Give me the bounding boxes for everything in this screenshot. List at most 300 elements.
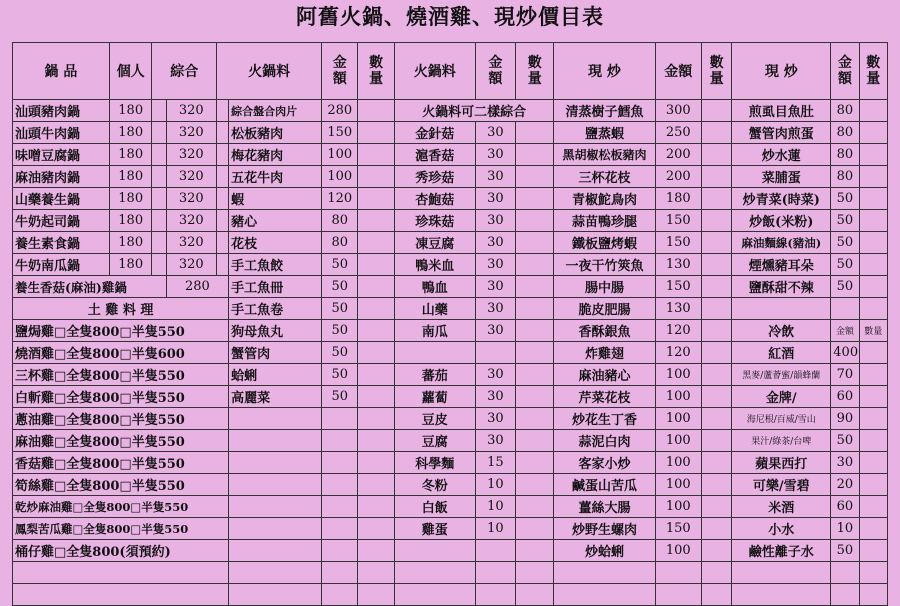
qty-cell (701, 474, 731, 496)
stirfry-name: 蒜泥白肉 (554, 430, 655, 452)
ingredient-price: 100 (322, 166, 358, 188)
drink-price: 400 (831, 342, 859, 364)
qty-cell (516, 210, 554, 232)
stirfry-name: 蟹管肉煎蛋 (732, 122, 831, 144)
empty-cell (322, 540, 358, 562)
table-row (13, 144, 888, 166)
pot-name: 牛奶南瓜鍋 (13, 254, 110, 276)
qty-cell (358, 298, 394, 320)
stirfry-name: 煎虱目魚肚 (732, 100, 831, 122)
stirfry-name: 客家小炒 (554, 452, 655, 474)
qty-cell (701, 166, 731, 188)
pot-name: 汕頭牛肉鍋 (13, 122, 110, 144)
qty-cell (358, 584, 394, 606)
header-qty-3 (701, 43, 731, 100)
ingredient-price: 10 (475, 496, 515, 518)
ingredient-price: 30 (475, 386, 515, 408)
header-qty (358, 43, 394, 100)
ingredient-price: 30 (475, 254, 515, 276)
qty-cell (358, 166, 394, 188)
table-row (13, 210, 888, 232)
ingredient-name: 科學麵 (394, 452, 475, 474)
pot-single-price: 180 (109, 188, 151, 210)
stirfry-price: 80 (831, 166, 859, 188)
ingredient-price: 30 (475, 122, 515, 144)
ingredient-price: 120 (322, 188, 358, 210)
qty-cell (859, 166, 887, 188)
empty-cell (475, 584, 515, 606)
qty-cell (701, 452, 731, 474)
ingredient-price: 30 (475, 298, 515, 320)
qty-cell (859, 562, 887, 584)
stirfry-name: 香酥銀魚 (554, 320, 655, 342)
empty-cell (394, 584, 475, 606)
spacer (217, 144, 229, 166)
qty-cell (859, 122, 887, 144)
stirfry-name: 煙燻豬耳朵 (732, 254, 831, 276)
qty-cell (516, 562, 554, 584)
qty-cell (859, 364, 887, 386)
ingredient-name: 蟹管肉 (229, 342, 322, 364)
ingredient-name: 白飯 (394, 496, 475, 518)
header-combo: 綜合 (152, 43, 217, 100)
spacer (217, 232, 229, 254)
stirfry-price: 250 (655, 122, 701, 144)
stirfry-name: 菜脯蛋 (732, 166, 831, 188)
empty-cell (322, 408, 358, 430)
ingredient-name: 蝦 (229, 188, 322, 210)
header-stirfry: 現 炒 (554, 43, 655, 100)
drink-price: 70 (831, 364, 859, 386)
qty-cell (701, 386, 731, 408)
qty-cell (516, 298, 554, 320)
pot-single-price: 180 (109, 122, 151, 144)
qty-cell (859, 188, 887, 210)
stirfry-name: 鹽酥甜不辣 (732, 276, 831, 298)
ingredient-price: 80 (322, 210, 358, 232)
pot-single-price: 180 (109, 232, 151, 254)
header-row (13, 43, 888, 100)
qty-cell (859, 210, 887, 232)
ingredient-price: 30 (475, 166, 515, 188)
ingredient-price: 30 (475, 232, 515, 254)
empty-cell (322, 496, 358, 518)
qty-cell (701, 276, 731, 298)
empty-cell (229, 562, 322, 584)
stirfry-price: 50 (831, 210, 859, 232)
qty-cell (358, 496, 394, 518)
stirfry-price: 50 (831, 254, 859, 276)
ingredient-name: 蘿蔔 (394, 386, 475, 408)
header-price-label: 金 額 (837, 55, 852, 87)
qty-cell (859, 298, 887, 320)
stirfry-price: 50 (831, 188, 859, 210)
table-row (13, 584, 888, 606)
empty-cell (322, 562, 358, 584)
stirfry-price: 150 (655, 210, 701, 232)
empty-cell (229, 584, 322, 606)
qty-cell (516, 474, 554, 496)
qty-cell (859, 584, 887, 606)
ingredient-price: 10 (475, 518, 515, 540)
ingredient-price: 30 (475, 188, 515, 210)
table-row (13, 452, 888, 474)
qty-cell (516, 540, 554, 562)
spacer (152, 188, 166, 210)
qty-cell (358, 320, 394, 342)
stirfry-name: 鹽蒸蝦 (554, 122, 655, 144)
ingredient-price: 80 (322, 232, 358, 254)
chicken-item: 乾炒麻油雞□全隻800□半隻550 (13, 496, 229, 518)
pot-single-price: 180 (109, 254, 151, 276)
empty-cell (394, 342, 475, 364)
pot-combo-price: 320 (166, 254, 217, 276)
table-row (13, 364, 888, 386)
qty-cell (859, 452, 887, 474)
qty-cell (859, 276, 887, 298)
chicken-item: 白斬雞□全隻800□半隻550 (13, 386, 229, 408)
ingredient-name: 狗母魚丸 (229, 320, 322, 342)
pot-combo-price: 320 (166, 210, 217, 232)
pot-combo-price: 320 (166, 144, 217, 166)
ingredient-name: 珍珠菇 (394, 210, 475, 232)
spacer (217, 100, 229, 122)
chicken-item: 鳳梨苦瓜雞□全隻800□半隻550 (13, 518, 229, 540)
table-row (13, 540, 888, 562)
table-row (13, 474, 888, 496)
stirfry-price: 200 (655, 144, 701, 166)
pot-combo-price: 320 (166, 232, 217, 254)
stirfry-price: 130 (655, 298, 701, 320)
spacer (217, 210, 229, 232)
header-price-label: 金 額 (332, 55, 347, 87)
qty-cell (701, 342, 731, 364)
qty-cell (859, 144, 887, 166)
drink-price: 90 (831, 408, 859, 430)
drink-name: 金牌/ (732, 386, 831, 408)
ingredient-name: 蛤蜊 (229, 364, 322, 386)
stirfry-name: 青椒鮀鳥肉 (554, 188, 655, 210)
qty-cell (859, 254, 887, 276)
cold-drinks-title: 冷飲 (732, 320, 831, 342)
stirfry-price: 130 (655, 254, 701, 276)
cold-qty-header: 數量 (859, 320, 887, 342)
ingredient-name: 豬心 (229, 210, 322, 232)
qty-cell (516, 166, 554, 188)
empty-cell (655, 584, 701, 606)
stirfry-name: 麻油麵線(豬油) (732, 232, 831, 254)
pot-name: 牛奶起司鍋 (13, 210, 110, 232)
empty-cell (229, 474, 322, 496)
qty-cell (701, 188, 731, 210)
drink-name: 小水 (732, 518, 831, 540)
empty-cell (475, 342, 515, 364)
qty-cell (516, 452, 554, 474)
stirfry-price: 100 (655, 364, 701, 386)
empty-cell (322, 474, 358, 496)
stirfry-name: 炸雞翅 (554, 342, 655, 364)
spacer (152, 166, 166, 188)
ingredient-price: 10 (475, 474, 515, 496)
pot-name: 養生素食鍋 (13, 232, 110, 254)
empty-cell (394, 540, 475, 562)
qty-cell (701, 320, 731, 342)
qty-cell (516, 188, 554, 210)
chicken-section-title: 土 雞 料 理 (13, 298, 229, 320)
pot-single-price: 180 (109, 166, 151, 188)
empty-cell (322, 430, 358, 452)
qty-cell (701, 298, 731, 320)
pot-combo-price: 320 (166, 188, 217, 210)
qty-cell (701, 584, 731, 606)
pot-name: 汕頭豬肉鍋 (13, 100, 110, 122)
stirfry-price: 100 (655, 540, 701, 562)
ingredient-name: 杏鮑菇 (394, 188, 475, 210)
ingredient-price: 50 (322, 386, 358, 408)
drink-name: 黑麥/蘆薈蜜/韻蜂蘭 (732, 364, 831, 386)
qty-cell (701, 144, 731, 166)
stirfry-name: 薑絲大腸 (554, 496, 655, 518)
stirfry-price: 100 (655, 496, 701, 518)
qty-cell (859, 540, 887, 562)
empty-cell (229, 408, 322, 430)
spacer (152, 100, 166, 122)
empty-cell (831, 298, 859, 320)
pot-single-price: 180 (109, 144, 151, 166)
table-row (13, 100, 888, 122)
ingredient-price: 30 (475, 144, 515, 166)
pot-name: 山藥養生鍋 (13, 188, 110, 210)
chicken-item: 筍絲雞□全隻800□半隻550 (13, 474, 229, 496)
spacer (152, 144, 166, 166)
qty-cell (701, 364, 731, 386)
header-price-3: 金額 (655, 43, 701, 100)
stirfry-price: 100 (655, 474, 701, 496)
qty-cell (859, 386, 887, 408)
qty-cell (701, 430, 731, 452)
ingredient-name: 金針菇 (394, 122, 475, 144)
spacer (217, 254, 229, 276)
ingredient-name: 雞蛋 (394, 518, 475, 540)
empty-cell (229, 540, 322, 562)
empty-cell (475, 540, 515, 562)
stirfry-price: 80 (831, 122, 859, 144)
qty-cell (859, 474, 887, 496)
stirfry-name: 麻油豬心 (554, 364, 655, 386)
ingredient-name: 山藥 (394, 298, 475, 320)
stirfry-price: 300 (655, 100, 701, 122)
spacer (152, 122, 166, 144)
ingredient-price: 50 (322, 298, 358, 320)
chicken-item: 麻油雞□全隻800□半隻550 (13, 430, 229, 452)
empty-cell (229, 452, 322, 474)
ingredient-name: 豆腐 (394, 430, 475, 452)
stirfry-name: 炒蛤蜊 (554, 540, 655, 562)
header-ingredient-2: 火鍋料 (394, 43, 475, 100)
header-price-4 (831, 43, 859, 100)
chicken-item: 香菇雞□全隻800□半隻550 (13, 452, 229, 474)
table-row (13, 254, 888, 276)
empty-cell (554, 584, 655, 606)
qty-cell (516, 320, 554, 342)
qty-cell (358, 386, 394, 408)
empty-cell (831, 562, 859, 584)
qty-cell (358, 408, 394, 430)
table-row (13, 408, 888, 430)
qty-cell (516, 584, 554, 606)
stirfry-name: 一夜干竹筴魚 (554, 254, 655, 276)
table-row (13, 166, 888, 188)
ingredient-name: 手工魚冊 (229, 276, 322, 298)
chicken-item: 蔥油雞□全隻800□半隻550 (13, 408, 229, 430)
stirfry-name: 腸中腸 (554, 276, 655, 298)
qty-cell (358, 518, 394, 540)
stirfry-price: 120 (655, 320, 701, 342)
ingredient-price: 280 (322, 100, 358, 122)
stirfry-price: 200 (655, 166, 701, 188)
ingredient-name: 綜合盤合肉片 (229, 100, 322, 122)
ingredient-price: 15 (475, 452, 515, 474)
empty-cell (229, 430, 322, 452)
ingredient-name: 鴨血 (394, 276, 475, 298)
drink-name: 海尼根/百威/雪山 (732, 408, 831, 430)
qty-cell (516, 364, 554, 386)
stirfry-price: 150 (655, 518, 701, 540)
ingredient-price: 30 (475, 364, 515, 386)
table-row (13, 342, 888, 364)
chicken-item: 桶仔雞□全隻800(須預約) (13, 540, 229, 562)
header-price-2 (475, 43, 515, 100)
qty-cell (358, 276, 394, 298)
stirfry-name: 炒野生螺肉 (554, 518, 655, 540)
stirfry-price: 100 (655, 452, 701, 474)
ingredient-name: 松板豬肉 (229, 122, 322, 144)
qty-cell (358, 540, 394, 562)
ingredient-name: 手工魚卷 (229, 298, 322, 320)
stirfry-name: 鹹蛋山苦瓜 (554, 474, 655, 496)
table-row (13, 232, 888, 254)
header-ingredient: 火鍋料 (217, 43, 322, 100)
drink-name: 可樂/雪碧 (732, 474, 831, 496)
empty-cell (394, 562, 475, 584)
stirfry-name: 炒水蓮 (732, 144, 831, 166)
header-price-label: 金 額 (488, 55, 503, 87)
ingredient-price: 30 (475, 408, 515, 430)
empty-cell (732, 584, 831, 606)
stirfry-name: 黑胡椒松板豬肉 (554, 144, 655, 166)
pot-price: 280 (166, 276, 229, 298)
qty-cell (516, 496, 554, 518)
qty-cell (859, 430, 887, 452)
ingredient-name: 豆皮 (394, 408, 475, 430)
qty-cell (516, 144, 554, 166)
ingredient-price: 30 (475, 276, 515, 298)
empty-cell (655, 562, 701, 584)
qty-cell (859, 100, 887, 122)
qty-cell (516, 430, 554, 452)
ingredient-price: 30 (475, 430, 515, 452)
qty-cell (358, 474, 394, 496)
qty-cell (701, 232, 731, 254)
qty-cell (358, 452, 394, 474)
drink-name: 果汁/綠茶/台啤 (732, 430, 831, 452)
table-row (13, 188, 888, 210)
pot-combo-price: 320 (166, 122, 217, 144)
qty-cell (516, 122, 554, 144)
qty-cell (701, 496, 731, 518)
drink-price: 50 (831, 430, 859, 452)
empty-cell (322, 452, 358, 474)
empty-cell (13, 584, 229, 606)
header-qty-4 (859, 43, 887, 100)
pot-single-price: 180 (109, 210, 151, 232)
qty-cell (516, 386, 554, 408)
stirfry-name: 芹菜花枝 (554, 386, 655, 408)
stirfry-price: 80 (831, 144, 859, 166)
qty-cell (701, 122, 731, 144)
empty-cell (475, 562, 515, 584)
drink-price: 50 (831, 540, 859, 562)
pot-name: 麻油豬肉鍋 (13, 166, 110, 188)
stirfry-price: 150 (655, 276, 701, 298)
qty-cell (859, 518, 887, 540)
spacer (217, 166, 229, 188)
qty-cell (516, 518, 554, 540)
ingredient-price: 30 (475, 210, 515, 232)
qty-cell (358, 188, 394, 210)
ingredient-price: 50 (322, 364, 358, 386)
ingredient-price: 50 (322, 276, 358, 298)
empty-cell (554, 562, 655, 584)
spacer (217, 188, 229, 210)
qty-cell (358, 122, 394, 144)
empty-cell (322, 518, 358, 540)
header-qty-label: 數 量 (866, 55, 881, 87)
ingredient-name: 高麗菜 (229, 386, 322, 408)
table-row (13, 276, 888, 298)
ingredient-name: 花枝 (229, 232, 322, 254)
ingredient-price: 150 (322, 122, 358, 144)
drink-price: 20 (831, 474, 859, 496)
qty-cell (701, 518, 731, 540)
table-row (13, 496, 888, 518)
qty-cell (516, 342, 554, 364)
header-qty-2 (516, 43, 554, 100)
price-table (12, 42, 888, 606)
spacer (152, 254, 166, 276)
ingredient-price: 100 (322, 144, 358, 166)
stirfry-price: 180 (655, 188, 701, 210)
spacer (217, 122, 229, 144)
pot-combo-price: 320 (166, 100, 217, 122)
empty-cell (732, 298, 831, 320)
page-title: 阿舊火鍋、燒酒雞、現炒價目表 (296, 4, 604, 29)
ingredient-price: 50 (322, 320, 358, 342)
qty-cell (859, 408, 887, 430)
table-row (13, 386, 888, 408)
qty-cell (358, 144, 394, 166)
qty-cell (859, 342, 887, 364)
drink-price: 60 (831, 386, 859, 408)
stirfry-price: 100 (655, 386, 701, 408)
qty-cell (859, 496, 887, 518)
ingredient-price: 50 (322, 342, 358, 364)
ingredient-name: 冬粉 (394, 474, 475, 496)
qty-cell (516, 276, 554, 298)
empty-cell (732, 562, 831, 584)
header-qty-label: 數 量 (369, 55, 384, 87)
ingredient-name: 南瓜 (394, 320, 475, 342)
